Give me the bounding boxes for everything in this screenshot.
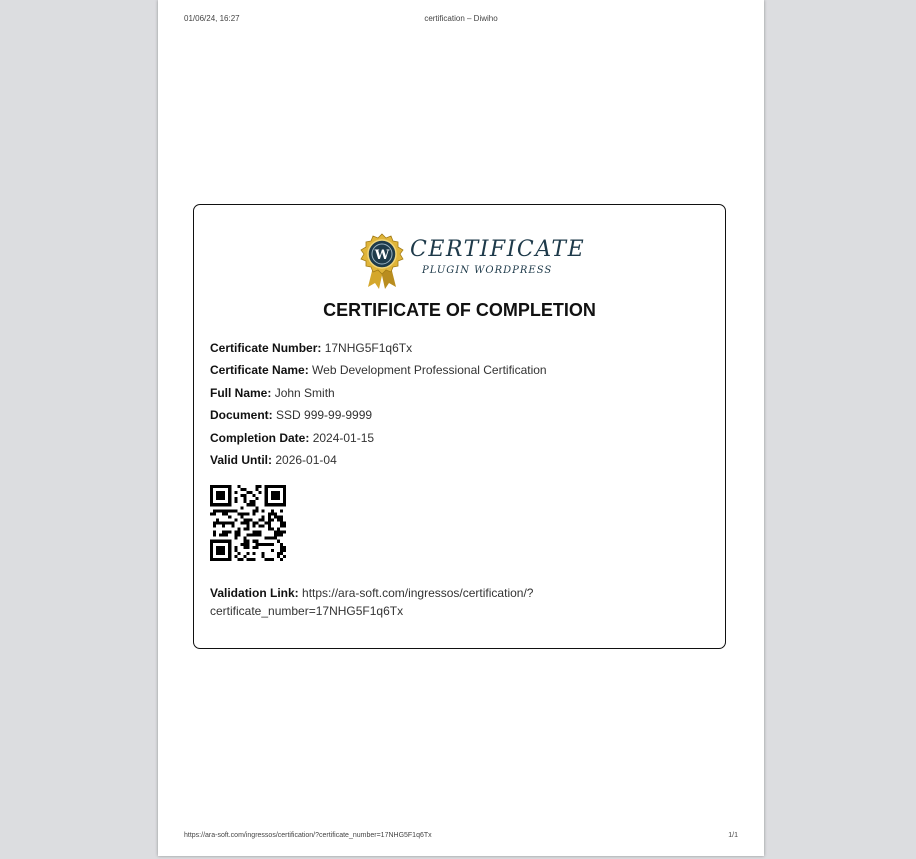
svg-text:W: W (374, 248, 390, 263)
field-value: 17NHG5F1q6Tx (324, 341, 413, 355)
print-footer-url: https://ara-soft.com/ingressos/certification/?certificate_number=17NHG5F1q6Tx (184, 832, 432, 839)
field-certificate-number (210, 341, 547, 363)
field-full-name (210, 386, 547, 408)
wordpress-medal-icon (358, 233, 406, 289)
validation-url-line2[interactable]: certificate_number=17NHG5F1q6Tx (210, 604, 404, 618)
field-label: Valid Until: (210, 452, 273, 467)
field-label: Completion Date: (210, 430, 310, 445)
field-value: 2024-01-15 (312, 430, 375, 445)
certificate-card (193, 204, 726, 649)
logo-title: CERTIFICATE (410, 237, 586, 262)
print-date: 01/06/24, 16:27 (184, 14, 240, 23)
field-label: Document: (210, 408, 273, 423)
logo-subtitle: PLUGIN WORDPRESS (422, 265, 553, 276)
field-value: SSD 999-99-9999 (276, 408, 373, 423)
print-page (158, 0, 764, 856)
field-completion-date (210, 431, 547, 453)
field-label: Certificate Number: (210, 341, 322, 355)
field-certificate-name (210, 363, 547, 385)
field-value: John Smith (274, 385, 335, 400)
validation-link (210, 584, 570, 620)
validation-label: Validation Link: (210, 586, 299, 600)
certificate-fields (210, 341, 547, 475)
field-value: 2026-01-04 (275, 452, 337, 467)
validation-url-line1[interactable]: https://ara-soft.com/ingressos/certification/? (302, 586, 534, 600)
certificate-logo (358, 233, 586, 289)
field-label: Full Name: (210, 385, 272, 400)
certificate-heading: CERTIFICATE OF COMPLETION (323, 300, 596, 320)
field-valid-until (210, 453, 547, 475)
print-title: certification – Diwiho (424, 14, 498, 23)
field-label: Certificate Name: (210, 363, 309, 378)
field-document (210, 408, 547, 430)
qr-code-icon (210, 485, 286, 561)
print-page-number: 1/1 (728, 832, 738, 839)
field-value: Web Development Professional Certification (312, 363, 547, 378)
